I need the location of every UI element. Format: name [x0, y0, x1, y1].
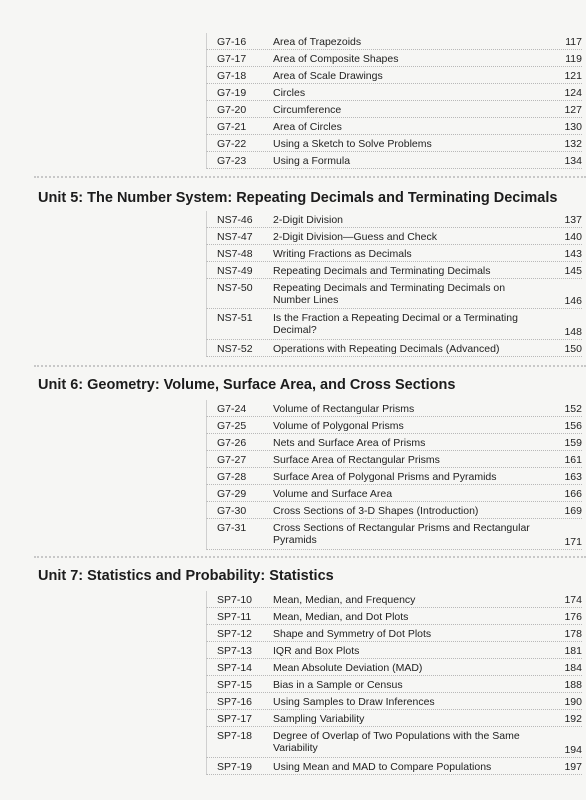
lesson-row — [206, 50, 582, 67]
lesson-page-number: 145 — [564, 265, 582, 277]
lesson-page-number: 188 — [564, 679, 582, 691]
lesson-code: G7-25 — [217, 420, 247, 432]
lesson-title: Using a Formula — [273, 155, 351, 167]
lesson-title: Surface Area of Rectangular Prisms — [273, 454, 440, 466]
lesson-row — [206, 279, 582, 309]
lesson-code: SP7-15 — [217, 679, 253, 691]
lesson-title: Using a Sketch to Solve Problems — [273, 138, 432, 150]
lesson-title: Mean Absolute Deviation (MAD) — [273, 662, 423, 674]
section-divider — [34, 176, 586, 178]
lesson-page-number: 181 — [564, 645, 582, 657]
lesson-title: Degree of Overlap of Two Populations with the Same Variability — [273, 730, 520, 754]
lesson-row — [206, 211, 582, 228]
lesson-code: SP7-16 — [217, 696, 253, 708]
lesson-title: Area of Scale Drawings — [273, 70, 383, 82]
lesson-code: NS7-50 — [217, 282, 253, 294]
lesson-row — [206, 84, 582, 101]
lesson-code: NS7-52 — [217, 343, 253, 355]
unit-heading: Unit 5: The Number System: Repeating Decimals and Terminating Decimals — [38, 190, 558, 206]
lesson-page-number: 137 — [564, 214, 582, 226]
lesson-page-number: 143 — [564, 248, 582, 260]
lesson-code: G7-31 — [217, 522, 247, 534]
lesson-page-number: 176 — [564, 611, 582, 623]
lesson-title: 2-Digit Division—Guess and Check — [273, 231, 437, 243]
lesson-row — [206, 625, 582, 642]
lesson-page-number: 190 — [564, 696, 582, 708]
lesson-row — [206, 434, 582, 451]
lesson-title: IQR and Box Plots — [273, 645, 360, 657]
lesson-code: SP7-19 — [217, 761, 253, 773]
lesson-row — [206, 451, 582, 468]
lesson-page-number: 166 — [564, 488, 582, 500]
lesson-row — [206, 152, 582, 169]
lesson-title: Mean, Median, and Frequency — [273, 594, 416, 606]
lesson-row — [206, 417, 582, 434]
lesson-title: Sampling Variability — [273, 713, 365, 725]
lesson-page-number: 159 — [564, 437, 582, 449]
lesson-row — [206, 502, 582, 519]
section-divider — [34, 556, 586, 558]
lesson-page-number: 127 — [564, 104, 582, 116]
lesson-page-number: 174 — [564, 594, 582, 606]
lesson-row — [206, 33, 582, 50]
lesson-code: G7-22 — [217, 138, 247, 150]
lesson-title: Mean, Median, and Dot Plots — [273, 611, 409, 623]
lesson-page-number: 161 — [564, 454, 582, 466]
lesson-page-number: 146 — [564, 295, 582, 307]
lesson-row — [206, 101, 582, 118]
lesson-code: G7-26 — [217, 437, 247, 449]
lesson-code: NS7-46 — [217, 214, 253, 226]
lesson-page-number: 156 — [564, 420, 582, 432]
lesson-title: Is the Fraction a Repeating Decimal or a Terminating Decimal? — [273, 312, 518, 336]
lesson-row — [206, 228, 582, 245]
lesson-title: Bias in a Sample or Census — [273, 679, 403, 691]
lesson-row — [206, 118, 582, 135]
lesson-row — [206, 340, 582, 357]
lesson-list — [206, 400, 582, 550]
lesson-row — [206, 468, 582, 485]
lesson-list — [206, 33, 582, 169]
lesson-code: SP7-12 — [217, 628, 253, 640]
lesson-row — [206, 676, 582, 693]
lesson-page-number: 192 — [564, 713, 582, 725]
lesson-row — [206, 485, 582, 502]
lesson-code: G7-16 — [217, 36, 247, 48]
lesson-page-number: 178 — [564, 628, 582, 640]
lesson-code: G7-27 — [217, 454, 247, 466]
lesson-title: Volume of Rectangular Prisms — [273, 403, 415, 415]
lesson-page-number: 134 — [564, 155, 582, 167]
lesson-title: Area of Composite Shapes — [273, 53, 399, 65]
lesson-title: Circles — [273, 87, 306, 99]
lesson-code: NS7-49 — [217, 265, 253, 277]
lesson-row — [206, 642, 582, 659]
lesson-page-number: 124 — [564, 87, 582, 99]
lesson-code: G7-17 — [217, 53, 247, 65]
lesson-code: SP7-18 — [217, 730, 253, 742]
lesson-title: Cross Sections of Rectangular Prisms and Rectangular Pyramids — [273, 522, 530, 546]
lesson-code: NS7-51 — [217, 312, 253, 324]
lesson-title: 2-Digit Division — [273, 214, 344, 226]
lesson-row — [206, 693, 582, 710]
lesson-code: G7-18 — [217, 70, 247, 82]
lesson-page-number: 130 — [564, 121, 582, 133]
lesson-title: Nets and Surface Area of Prisms — [273, 437, 426, 449]
lesson-code: G7-23 — [217, 155, 247, 167]
lesson-row — [206, 67, 582, 84]
lesson-row — [206, 400, 582, 417]
lesson-page-number: 197 — [564, 761, 582, 773]
lesson-row — [206, 135, 582, 152]
lesson-page-number: 184 — [564, 662, 582, 674]
lesson-title: Area of Trapezoids — [273, 36, 362, 48]
lesson-title: Operations with Repeating Decimals (Advanced) — [273, 343, 500, 355]
lesson-row — [206, 262, 582, 279]
lesson-row — [206, 727, 582, 758]
lesson-code: SP7-13 — [217, 645, 253, 657]
lesson-row — [206, 659, 582, 676]
lesson-code: G7-28 — [217, 471, 247, 483]
lesson-title: Volume of Polygonal Prisms — [273, 420, 404, 432]
lesson-title: Using Mean and MAD to Compare Populations — [273, 761, 492, 773]
unit-heading: Unit 6: Geometry: Volume, Surface Area, and Cross Sections — [38, 377, 456, 393]
lesson-code: SP7-14 — [217, 662, 253, 674]
lesson-code: SP7-10 — [217, 594, 253, 606]
lesson-title: Shape and Symmetry of Dot Plots — [273, 628, 432, 640]
section-divider — [34, 365, 586, 367]
lesson-page-number: 117 — [565, 36, 582, 48]
lesson-page-number: 119 — [565, 53, 582, 65]
lesson-page-number: 194 — [564, 744, 582, 756]
lesson-row — [206, 245, 582, 262]
lesson-title: Using Samples to Draw Inferences — [273, 696, 435, 708]
lesson-title: Surface Area of Polygonal Prisms and Pyramids — [273, 471, 497, 483]
lesson-row — [206, 758, 582, 775]
lesson-code: G7-30 — [217, 505, 247, 517]
lesson-code: SP7-11 — [217, 611, 252, 623]
lesson-row — [206, 519, 582, 550]
lesson-title: Volume and Surface Area — [273, 488, 393, 500]
lesson-code: NS7-47 — [217, 231, 253, 243]
lesson-code: SP7-17 — [217, 713, 253, 725]
lesson-code: G7-29 — [217, 488, 247, 500]
lesson-list — [206, 591, 582, 775]
lesson-page-number: 152 — [564, 403, 582, 415]
lesson-title: Area of Circles — [273, 121, 342, 133]
unit-heading: Unit 7: Statistics and Probability: Statistics — [38, 568, 334, 584]
lesson-title: Repeating Decimals and Terminating Decimals — [273, 265, 491, 277]
lesson-page-number: 140 — [564, 231, 582, 243]
lesson-list — [206, 211, 582, 357]
lesson-code: NS7-48 — [217, 248, 253, 260]
lesson-page-number: 148 — [564, 326, 582, 338]
lesson-row — [206, 608, 582, 625]
lesson-page-number: 163 — [564, 471, 582, 483]
lesson-title: Repeating Decimals and Terminating Decimals on Number Lines — [273, 282, 506, 306]
lesson-row — [206, 710, 582, 727]
lesson-page-number: 150 — [564, 343, 582, 355]
lesson-code: G7-21 — [217, 121, 247, 133]
lesson-code: G7-19 — [217, 87, 247, 99]
lesson-row — [206, 309, 582, 340]
lesson-code: G7-24 — [217, 403, 247, 415]
lesson-page-number: 169 — [564, 505, 582, 517]
lesson-title: Circumference — [273, 104, 342, 116]
lesson-code: G7-20 — [217, 104, 247, 116]
lesson-page-number: 121 — [564, 70, 582, 82]
lesson-title: Writing Fractions as Decimals — [273, 248, 412, 260]
lesson-title: Cross Sections of 3-D Shapes (Introduction) — [273, 505, 479, 517]
lesson-row — [206, 591, 582, 608]
lesson-page-number: 171 — [564, 536, 582, 548]
lesson-page-number: 132 — [564, 138, 582, 150]
